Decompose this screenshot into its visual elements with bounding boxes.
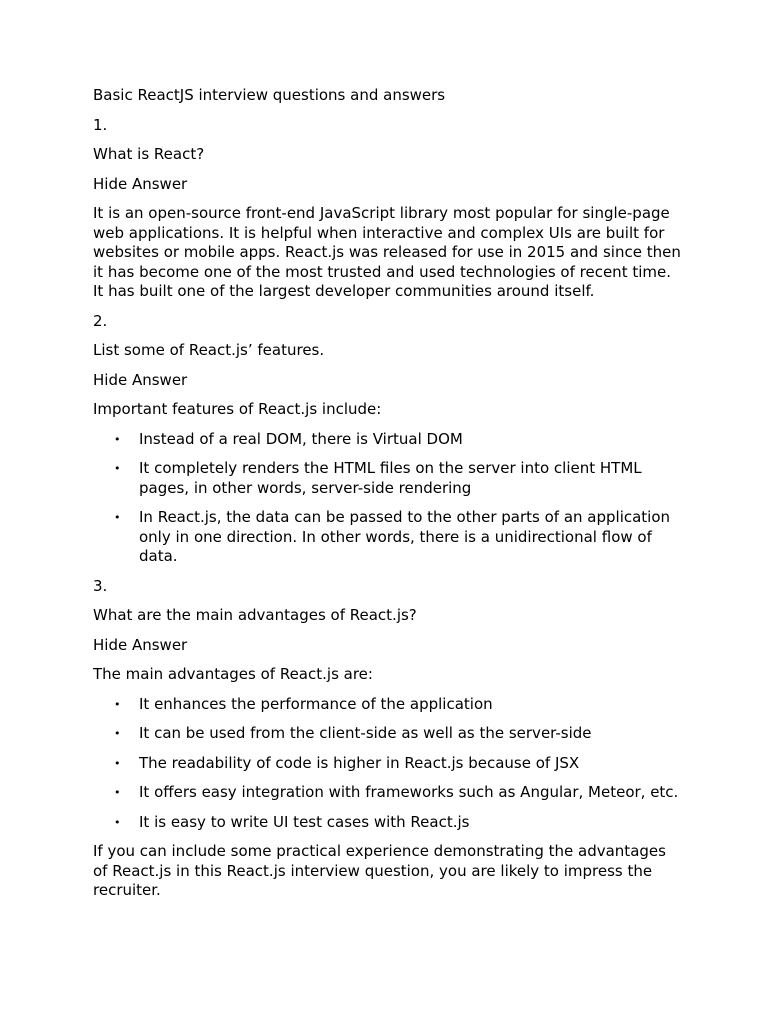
bullet-icon: • <box>114 815 121 829</box>
list-item-text: It offers easy integration with frameworks such as Angular, Meteor, etc. <box>139 783 679 801</box>
question-3-number: 3. <box>93 576 108 595</box>
list-item-text: Instead of a real DOM, there is Virtual DOM <box>139 429 463 448</box>
list-item-text: It can be used from the client-side as well as the server-side <box>139 724 592 742</box>
list-item <box>114 508 683 567</box>
list-item <box>114 459 683 498</box>
question-2-text: List some of React.js’ features. <box>93 341 325 359</box>
document-title: Basic ReactJS interview questions and answers <box>93 86 446 104</box>
bullet-icon: • <box>114 756 121 770</box>
question-3-text: What are the main advantages of React.js? <box>93 606 417 624</box>
answer-3-intro: The main advantages of React.js are: <box>93 665 373 683</box>
list-item-text: The readability of code is higher in React.js because of JSX <box>139 753 580 772</box>
question-1-text: What is React? <box>93 145 205 163</box>
list-item <box>114 812 683 833</box>
bullet-icon: • <box>114 462 121 475</box>
bullet-icon: • <box>114 727 121 740</box>
list-item <box>114 429 683 450</box>
answer-2-intro: Important features of React.js include: <box>93 400 382 418</box>
list-item <box>114 753 683 774</box>
answer-3-outro: If you can include some practical experience demonstrating the advantages of React.js in this React.js interview question, you are likely to impress the recruiter. <box>93 842 666 899</box>
answer-3-list <box>93 695 683 833</box>
bullet-icon: • <box>114 786 121 799</box>
list-item-text: In React.js, the data can be passed to the other parts of an application only in one direction. In other words, there is a unidirectional flow of data. <box>139 508 671 565</box>
answer-2-list <box>93 430 683 567</box>
bullet-icon: • <box>114 511 121 524</box>
question-1-number: 1. <box>93 115 108 134</box>
list-item-text: It enhances the performance of the application <box>139 694 493 713</box>
list-item-text: It completely renders the HTML files on the server into client HTML pages, in other words, server-side rendering <box>139 459 642 497</box>
question-1-hide-answer[interactable]: Hide Answer <box>93 174 188 193</box>
list-item <box>114 694 683 715</box>
list-item <box>114 724 683 744</box>
bullet-icon: • <box>114 697 121 711</box>
question-2-number: 2. <box>93 311 108 330</box>
answer-1-paragraph: It is an open-source front-end JavaScript library most popular for single-page web applications. It is helpful when interactive and complex UIs are built for websites or mobile apps. React.js was released for use in 2015 and since then it has become one of the most trusted and used technologies of recent time. It has built one of the largest developer communities around itself. <box>93 204 681 300</box>
question-3-hide-answer[interactable]: Hide Answer <box>93 635 188 654</box>
list-item <box>114 783 683 803</box>
document-page <box>93 86 683 911</box>
bullet-icon: • <box>114 432 121 446</box>
question-2-hide-answer[interactable]: Hide Answer <box>93 370 188 389</box>
list-item-text: It is easy to write UI test cases with React.js <box>139 812 470 831</box>
